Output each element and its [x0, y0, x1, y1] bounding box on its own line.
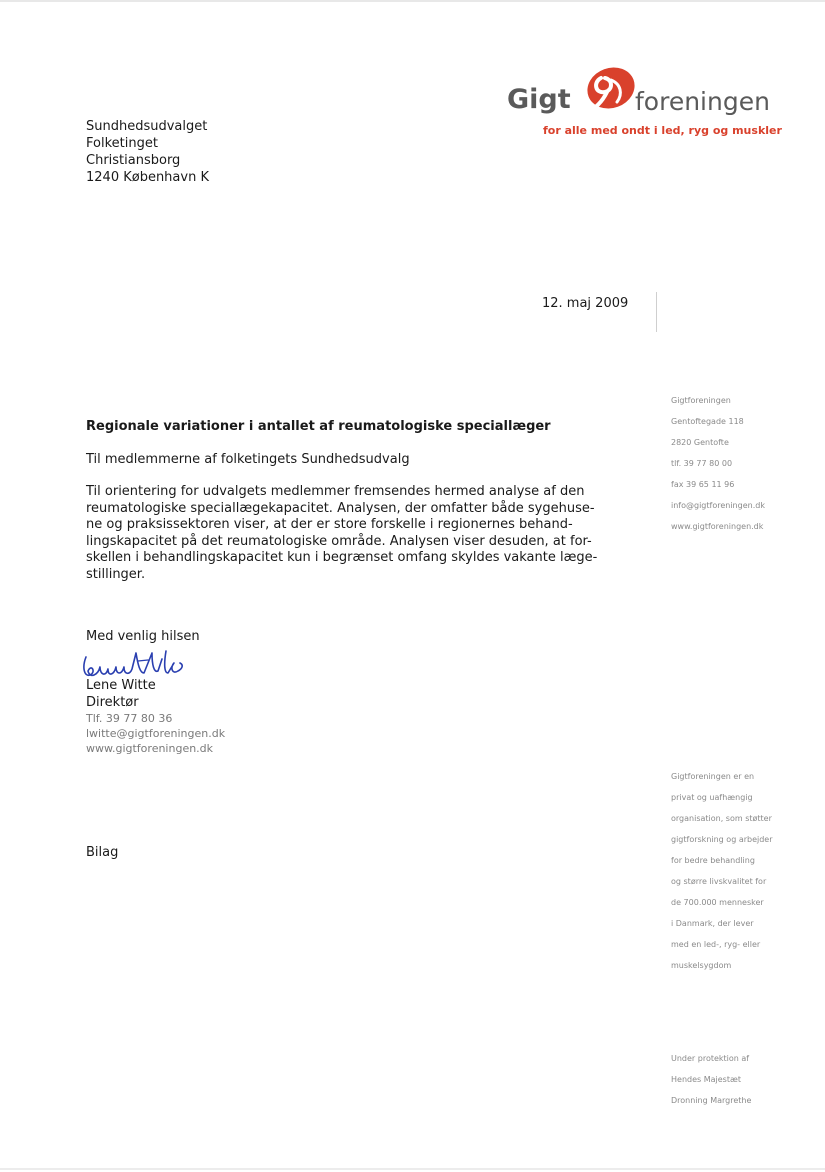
- sidebar-line: fax 39 65 11 96: [671, 480, 735, 489]
- body-line: skellen i behandlingskapacitet kun i begrænset omfang skyldes vakante læge-: [86, 550, 598, 565]
- contact-phone: Tlf. 39 77 80 36: [86, 712, 173, 725]
- sidebar-line: Gentoftegade 118: [671, 417, 744, 426]
- logo-word-gigt: Gigt: [507, 84, 571, 115]
- sidebar-line: 2820 Gentofte: [671, 438, 729, 447]
- sidebar-line: Under protektion af: [671, 1054, 750, 1063]
- contact-website[interactable]: www.gigtforeningen.dk: [86, 742, 214, 755]
- recipient-line: 1240 København K: [86, 170, 209, 185]
- letter-body: [86, 484, 626, 583]
- signatory-title: Direktør: [86, 695, 139, 710]
- recipient-address: [86, 118, 209, 186]
- sidebar-line: muskelsygdom: [671, 961, 732, 970]
- body-line: ne og praksissektoren viser, at der er store forskelle i regionernes behand-: [86, 517, 573, 532]
- body-line: stillinger.: [86, 566, 146, 582]
- letter-date: 12. maj 2009: [542, 296, 629, 311]
- top-rule: [0, 0, 825, 2]
- sidebar-line: de 700.000 mennesker: [671, 898, 764, 907]
- enclosure-label: Bilag: [86, 845, 119, 860]
- logo-tagline: for alle med ondt i led, ryg og muskler: [543, 124, 782, 137]
- sidebar-website[interactable]: www.gigtforeningen.dk: [671, 522, 764, 531]
- sidebar-patron: [671, 1048, 751, 1111]
- sidebar-address: [671, 390, 765, 537]
- sidebar-line: Hendes Majestæt: [671, 1075, 741, 1084]
- contact-email[interactable]: lwitte@gigtforeningen.dk: [86, 727, 226, 740]
- sidebar-email[interactable]: info@gigtforeningen.dk: [671, 501, 765, 510]
- sidebar-line: for bedre behandling: [671, 856, 755, 865]
- sidebar-line: Gigtforeningen: [671, 396, 731, 405]
- sidebar-line: i Danmark, der lever: [671, 919, 754, 928]
- body-line: lingskapacitet på det reumatologiske område. Analysen viser desuden, at for-: [86, 533, 592, 549]
- sidebar-about: [671, 766, 773, 976]
- sidebar-line: privat og uafhængig: [671, 793, 753, 802]
- body-line: Til orientering for udvalgets medlemmer fremsendes hermed analyse af den: [86, 484, 585, 499]
- letter-subject: Regionale variationer i antallet af reumatologiske speciallæger: [86, 419, 551, 434]
- sidebar-line: Gigtforeningen er en: [671, 772, 755, 781]
- recipient-line: Folketinget: [86, 136, 158, 151]
- logo-word-foreningen: foreningen: [635, 87, 770, 116]
- sidebar-line: med en led-, ryg- eller: [671, 940, 761, 949]
- sidebar-line: organisation, som støtter: [671, 814, 772, 823]
- sidebar-line: tlf. 39 77 80 00: [671, 459, 733, 468]
- letter-salutation: Til medlemmerne af folketingets Sundhedsudvalg: [86, 452, 410, 467]
- gigtforeningen-logo: [505, 64, 785, 144]
- sidebar-line: og større livskvalitet for: [671, 877, 767, 886]
- recipient-line: Christiansborg: [86, 153, 181, 168]
- bottom-rule: [0, 1168, 825, 1170]
- date-divider: [656, 292, 657, 332]
- recipient-line: Sundhedsudvalget: [86, 119, 208, 134]
- sidebar-line: gigtforskning og arbejder: [671, 835, 773, 844]
- gigtforeningen-logo-mark-icon: [577, 64, 637, 118]
- sidebar-line: Dronning Margrethe: [671, 1096, 752, 1105]
- signatory-name: Lene Witte: [86, 678, 156, 693]
- body-line: reumatologiske speciallægekapacitet. Analysen, der omfatter både sygehuse-: [86, 500, 595, 516]
- letter-closing: Med venlig hilsen: [86, 629, 200, 644]
- signatory-contact: [86, 711, 225, 756]
